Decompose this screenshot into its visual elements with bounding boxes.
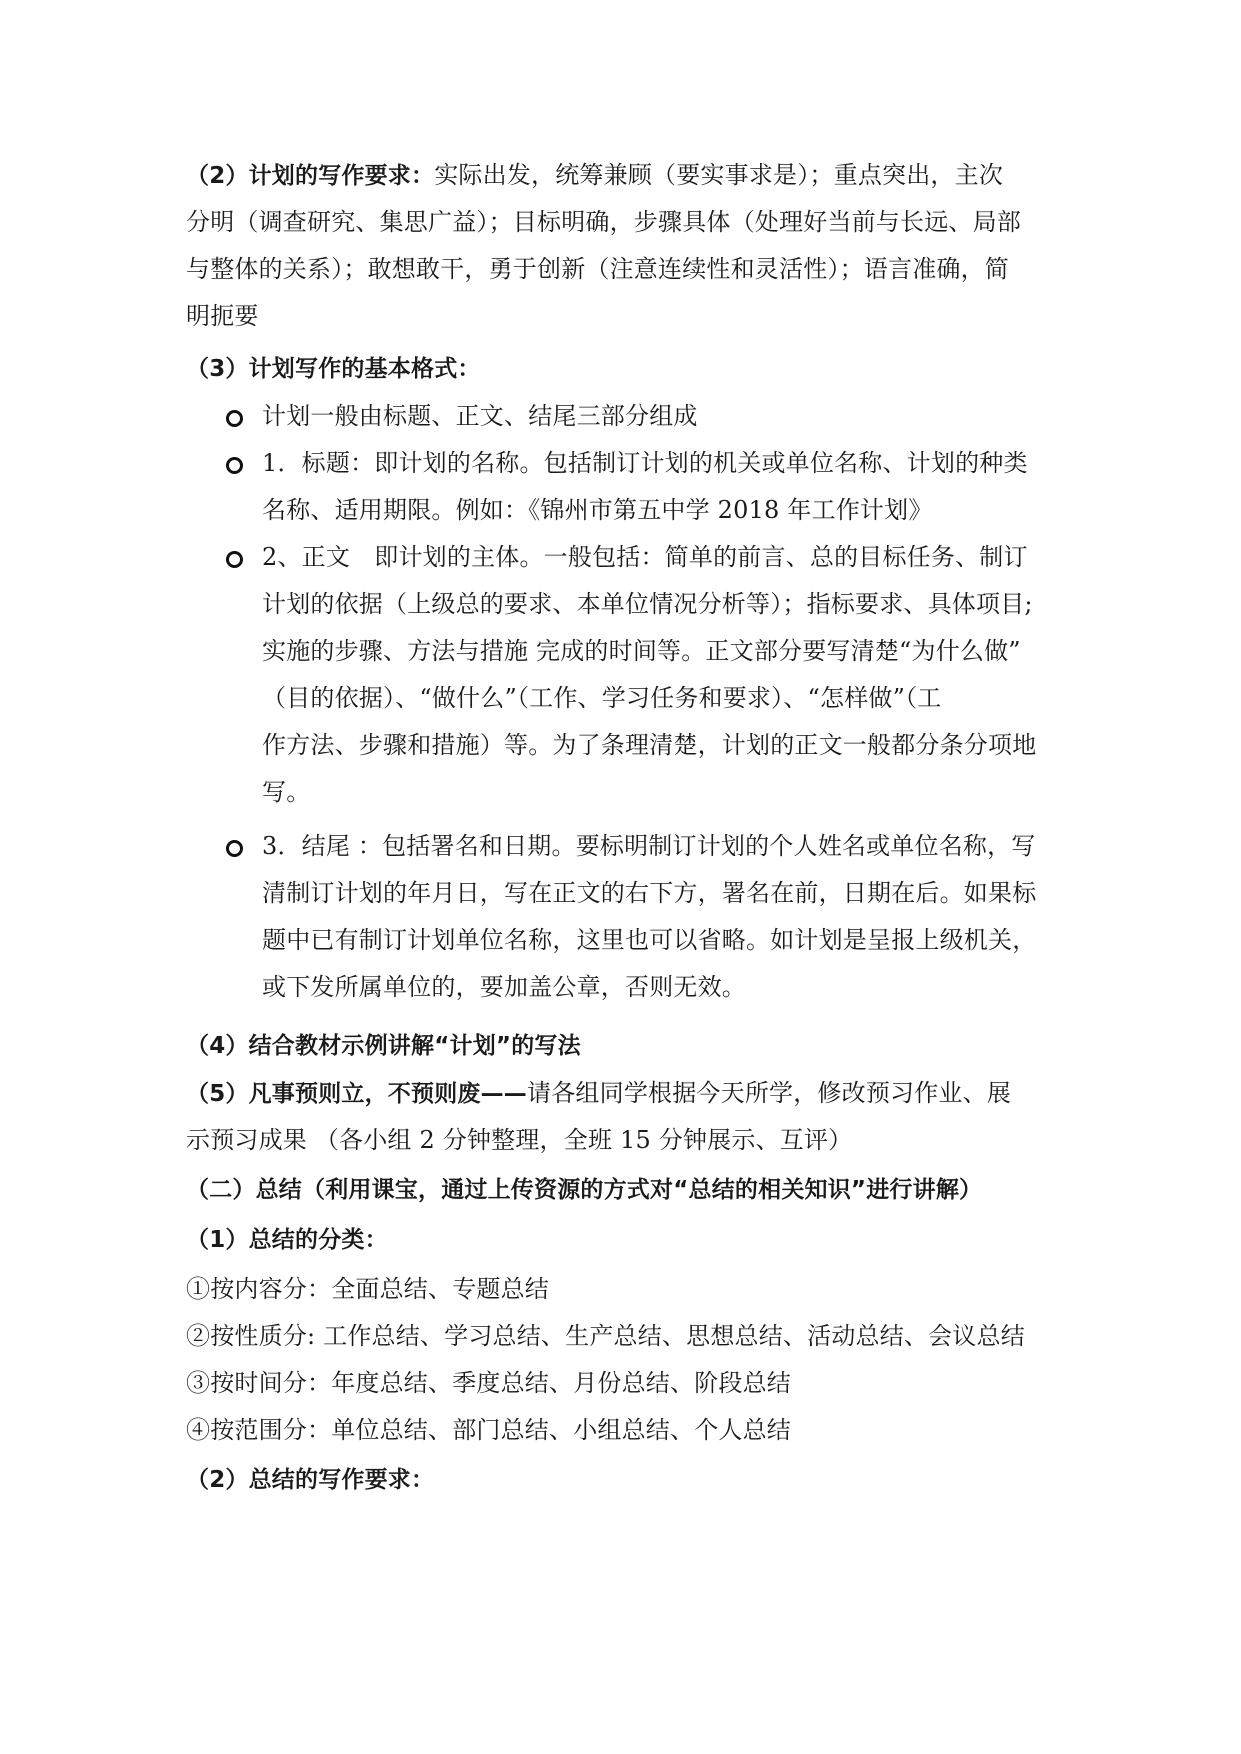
preparation-heading: （5）凡事预则立，不预则废—— (186, 1081, 528, 1107)
summary-type-item: ③按时间分：年度总结、季度总结、月份总结、阶段总结 (186, 1369, 791, 1397)
plan-requirements-text: 实际出发，统筹兼顾（要实事求是）；重点突出，主次 (434, 161, 1004, 189)
format-item-line: 实施的步骤、方法与措施 完成的时间等。正文部分要写清楚“为什么做” (262, 637, 1021, 665)
textbook-example-heading: （4）结合教材示例讲解“计划”的写法 (186, 1033, 581, 1059)
format-item-line: 2、正文 即计划的主体。一般包括：简单的前言、总的目标任务、制订 (262, 543, 1028, 571)
plan-requirements-heading: （2）计划的写作要求： (186, 163, 435, 189)
summary-type-item: ②按性质分: 工作总结、学习总结、生产总结、思想总结、活动总结、会议总结 (186, 1322, 1025, 1350)
format-item-line: 3．结尾 ：包括署名和日期。要标明制订计划的个人姓名或单位名称，写 (262, 832, 1036, 860)
summary-requirements-heading: （2）总结的写作要求： (186, 1467, 435, 1493)
plan-format-heading: （3）计划写作的基本格式： (186, 356, 481, 382)
format-item-line: 写。 (262, 778, 311, 806)
format-item-line: 作方法、步骤和措施）等。为了条理清楚，计划的正文一般都分条分项地 (262, 731, 1037, 759)
summary-types-heading: （1）总结的分类： (186, 1227, 388, 1253)
preparation-line-2: 示预习成果 （各小组 2 分钟整理，全班 15 分钟展示、互评） (186, 1126, 853, 1154)
summary-type-item: ④按范围分：单位总结、部门总结、小组总结、个人总结 (186, 1416, 791, 1444)
bullet-circle-icon (226, 551, 243, 568)
plan-requirements-line-4: 明扼要 (186, 302, 259, 330)
format-item-line: 或下发所属单位的，要加盖公章，否则无效。 (262, 973, 746, 1001)
format-item-line: 1．标题：即计划的名称。包括制订计划的机关或单位名称、计划的种类 (262, 449, 1028, 477)
preparation-line-1 (186, 1078, 1011, 1109)
format-item-line: （目的依据）、“做什么”（工作、学习任务和要求）、“怎样做”（工 (262, 684, 942, 712)
format-item-line: 计划一般由标题、正文、结尾三部分组成 (262, 402, 698, 430)
preparation-text: 请各组同学根据今天所学，修改预习作业、展 (527, 1079, 1012, 1107)
plan-requirements-line-1 (186, 160, 1003, 191)
plan-requirements-line-2: 分明（调查研究、集思广益）；目标明确，步骤具体（处理好当前与长远、局部 (186, 208, 1021, 236)
bullet-circle-icon (226, 457, 243, 474)
summary-section-heading: （二）总结（利用课宝，通过上传资源的方式对“总结的相关知识”进行讲解） (186, 1177, 983, 1203)
bullet-circle-icon (226, 410, 243, 427)
plan-requirements-line-3: 与整体的关系）；敢想敢干，勇于创新（注意连续性和灵活性）；语言准确，简 (186, 255, 1009, 283)
summary-type-item: ①按内容分：全面总结、专题总结 (186, 1275, 549, 1303)
format-item-line: 题中已有制订计划单位名称，这里也可以省略。如计划是呈报上级机关， (262, 926, 1037, 954)
bullet-circle-icon (226, 840, 243, 857)
format-item-line: 名称、适用期限。例如：《锦州市第五中学 2018 年工作计划》 (262, 496, 933, 524)
format-item-line: 计划的依据（上级总的要求、本单位情况分析等）；指标要求、具体项目; (262, 590, 1033, 618)
format-item-line: 清制订计划的年月日，写在正文的右下方，署名在前，日期在后。如果标 (262, 879, 1037, 907)
